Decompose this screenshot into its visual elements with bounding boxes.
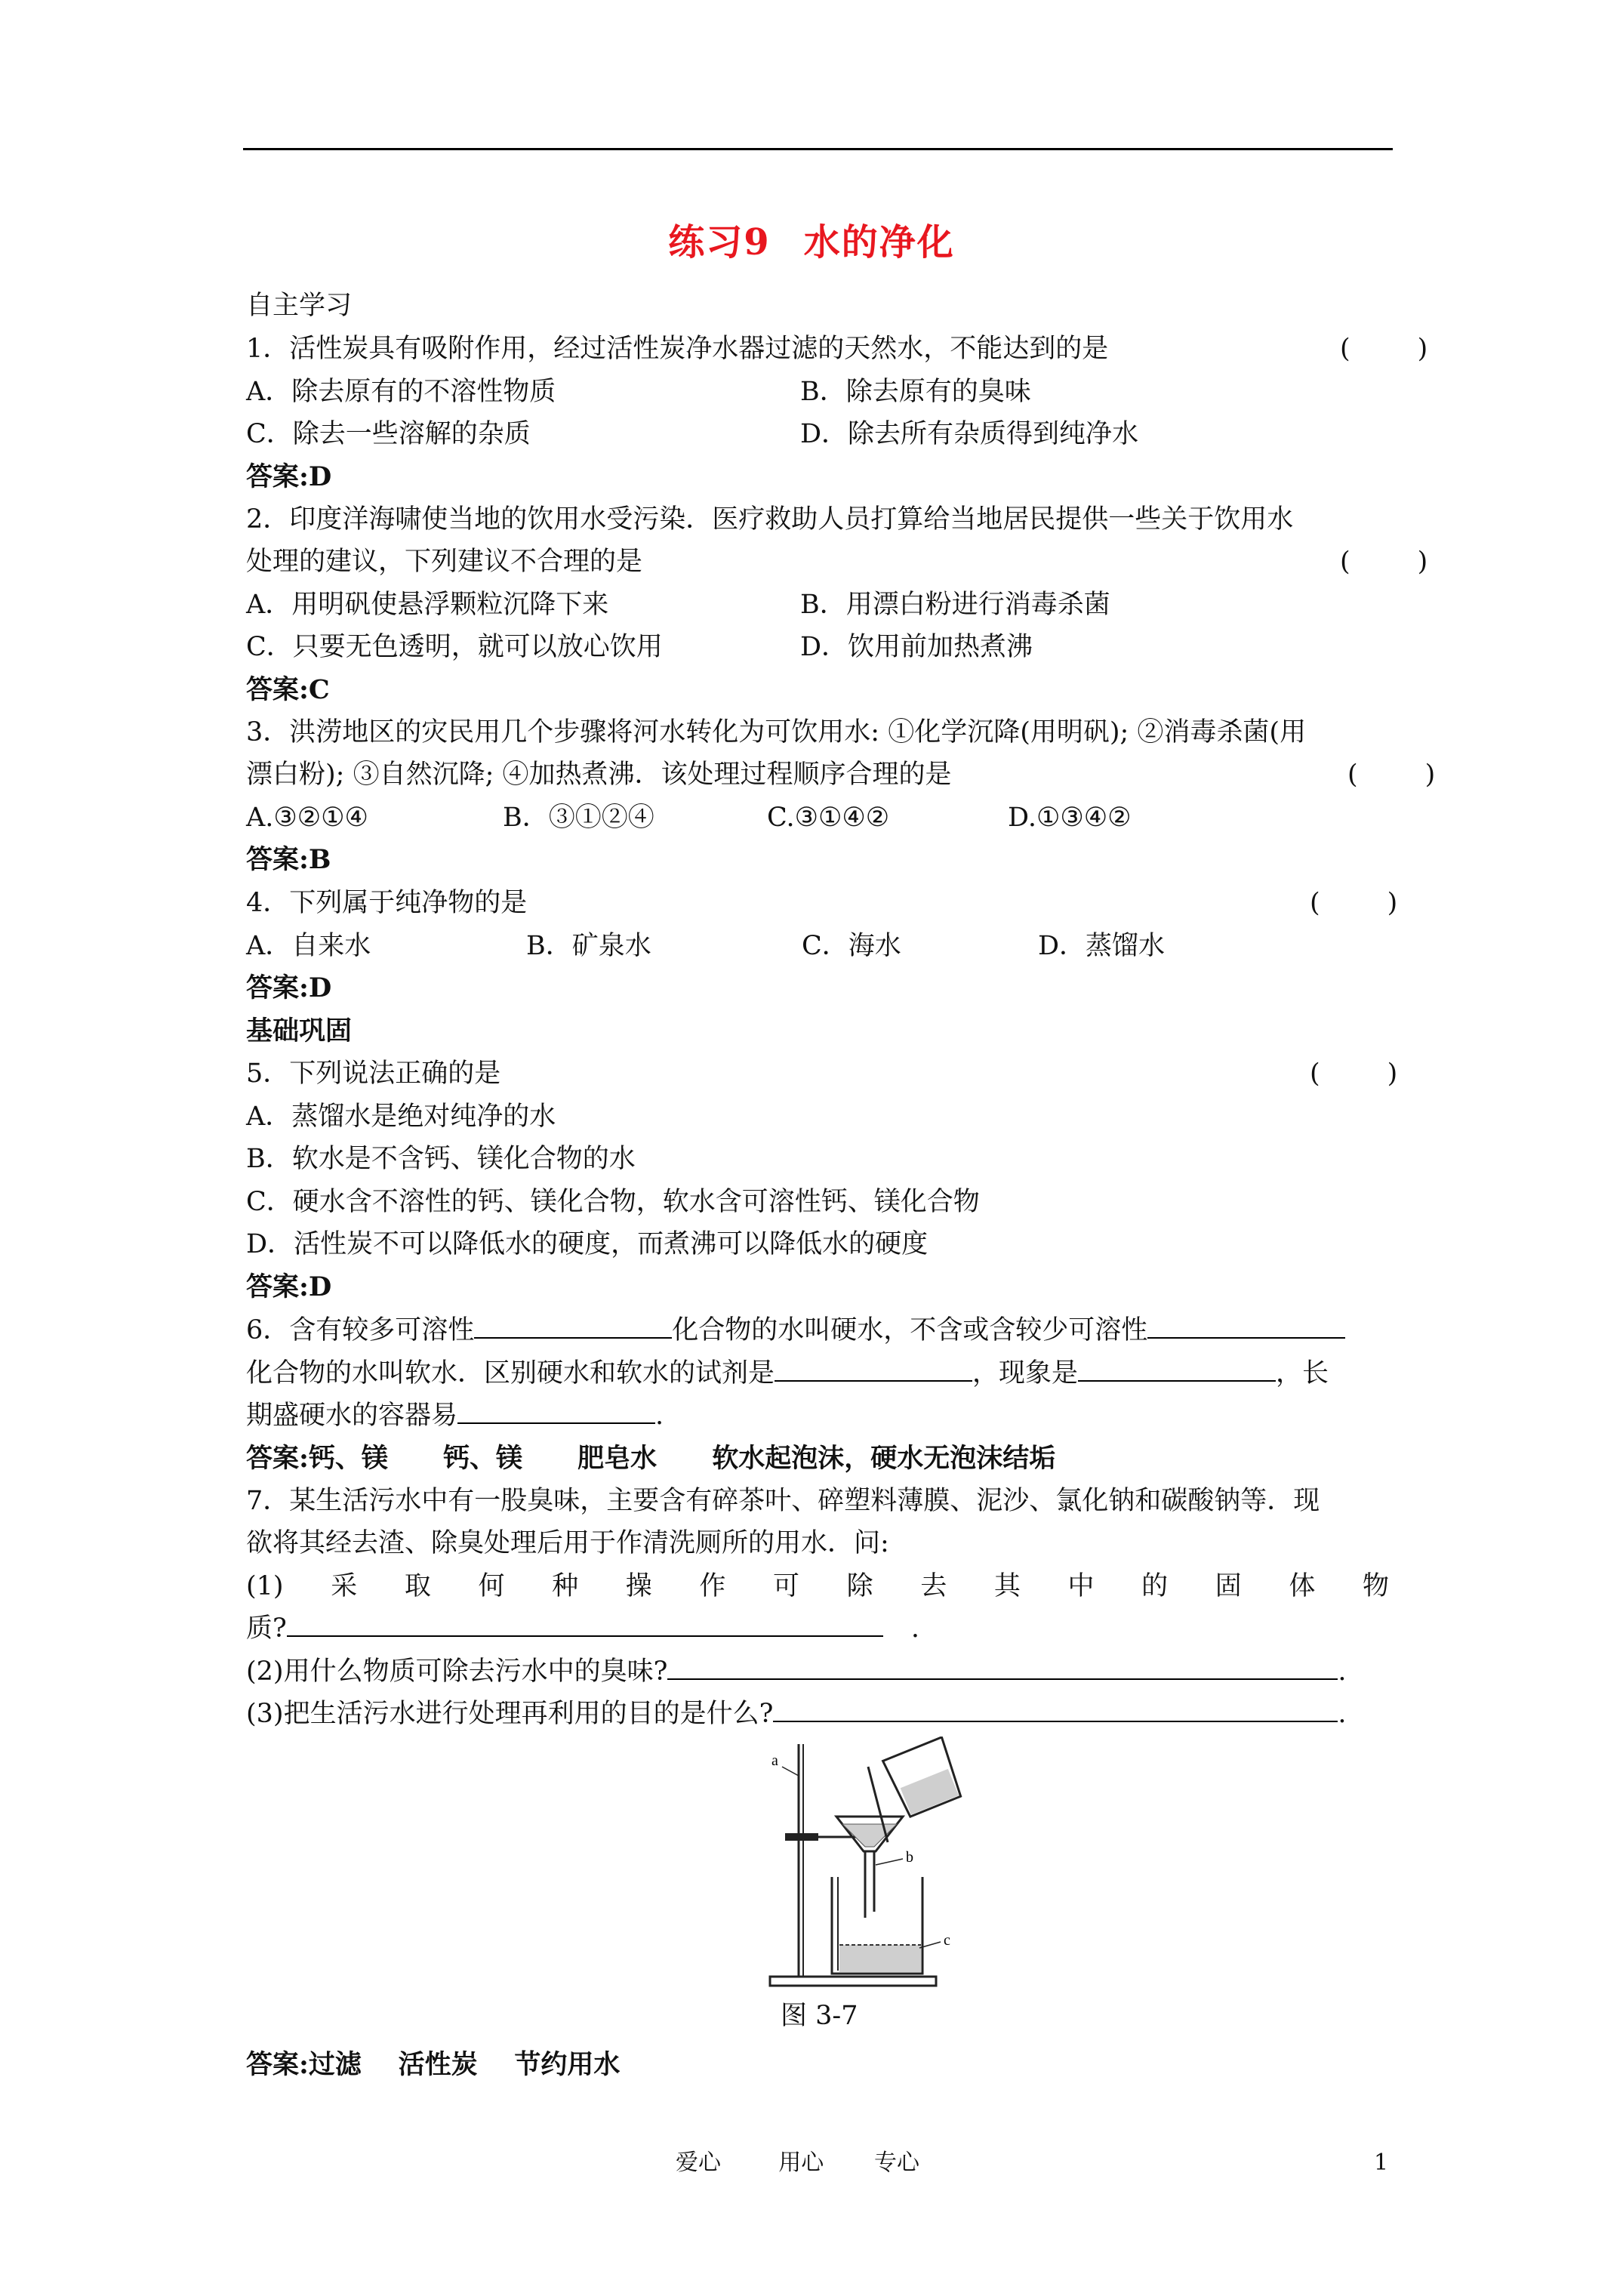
fill-blank[interactable] <box>773 1698 1338 1722</box>
fill-blank[interactable] <box>1078 1358 1276 1382</box>
answer-text: 答案:B <box>246 844 331 875</box>
answer-paren: ( ) <box>1310 888 1398 918</box>
section-heading: 自主学习 <box>246 291 353 321</box>
section-heading: 基础巩固 <box>246 1015 353 1046</box>
option-d: D．饮用前加热煮沸 <box>800 632 1033 662</box>
stand-base <box>770 1977 936 1986</box>
option-b: B．③①②④ <box>503 803 654 833</box>
option-c: C.③①④② <box>767 803 890 833</box>
answer-text: 答案:D <box>246 1271 332 1302</box>
option-b: B．用漂白粉进行消毒杀菌 <box>800 590 1110 620</box>
option-b: B．矿泉水 <box>526 931 651 961</box>
question-7-stem-cont: 欲将其经去渣、除臭处理后用于作清洗厕所的用水．问: <box>246 1528 889 1558</box>
question-7-part-1: (1) 采 取 何 种 操 作 可 除 去 其 中 的 固 体 物 <box>246 1571 1389 1601</box>
answer-paren: ( ) <box>1347 760 1436 790</box>
option-a: A．蒸馏水是绝对纯净的水 <box>246 1102 556 1132</box>
fill-blank[interactable] <box>1147 1314 1345 1339</box>
filtration-apparatus-figure <box>755 1737 1012 1993</box>
question-3-stem-cont: 漂白粉); ③自然沉降; ④加热煮沸．该处理过程顺序合理的是 <box>246 760 952 790</box>
option-c: C．海水 <box>802 931 901 961</box>
option-c: C．只要无色透明，就可以放心饮用 <box>246 632 663 662</box>
question-6-line-3: 期盛硬水的容器易 . <box>246 1401 664 1431</box>
option-d: D．蒸馏水 <box>1038 931 1166 961</box>
pouring-beaker <box>883 1737 965 1818</box>
header-rule <box>243 148 1393 150</box>
option-c: C．除去一些溶解的杂质 <box>246 419 531 449</box>
option-a: A．自来水 <box>246 931 371 961</box>
page-title: 练习9 水的净化 <box>668 221 955 264</box>
option-d: D．活性炭不可以降低水的硬度，而煮沸可以降低水的硬度 <box>246 1229 929 1259</box>
option-a: A.③②①④ <box>246 803 368 833</box>
question-2-stem: 2．印度洋海啸使当地的饮用水受污染．医疗救助人员打算给当地居民提供一些关于饮用水 <box>246 504 1294 535</box>
answer-text: 答案:C <box>246 674 330 705</box>
fill-blank[interactable] <box>287 1613 883 1637</box>
fill-blank[interactable] <box>457 1400 655 1424</box>
question-5-stem: 5．下列说法正确的是 <box>246 1059 501 1089</box>
question-7-stem: 7．某生活污水中有一股臭味，主要含有碎茶叶、碎塑料薄膜、泥沙、氯化钠和碳酸钠等．现 <box>246 1486 1320 1516</box>
option-b: B．软水是不含钙、镁化合物的水 <box>246 1144 636 1174</box>
question-7-part-1-cont: 质? . <box>246 1613 920 1644</box>
option-d: D．除去所有杂质得到纯净水 <box>800 419 1139 449</box>
footer-motto: 爱心 用心 专心 <box>676 2150 920 2176</box>
answer-text: 答案:D <box>246 972 332 1003</box>
question-7-part-2: (2)用什么物质可除去污水中的臭味? . <box>246 1657 1347 1687</box>
option-d: D.①③④② <box>1008 803 1132 833</box>
label-b: b <box>906 1849 913 1866</box>
answer-paren: ( ) <box>1340 334 1428 364</box>
label-a: a <box>771 1752 778 1769</box>
answer-text: 答案:过滤 活性炭 节约用水 <box>246 2049 621 2080</box>
fill-blank[interactable] <box>474 1314 672 1339</box>
answer-paren: ( ) <box>1310 1059 1398 1089</box>
fill-blank[interactable] <box>667 1656 1338 1680</box>
option-a: A．用明矾使悬浮颗粒沉降下来 <box>246 590 609 620</box>
question-4-stem: 4．下列属于纯净物的是 <box>246 888 528 918</box>
filtrate <box>839 1945 921 1972</box>
figure-caption: 图 3-7 <box>781 2001 858 2031</box>
question-7-part-3: (3)把生活污水进行处理再利用的目的是什么? . <box>246 1699 1347 1729</box>
question-3-stem: 3．洪涝地区的灾民用几个步骤将河水转化为可饮用水: ①化学沉降(用明矾); ②消毒杀菌(用 <box>246 717 1307 747</box>
option-b: B．除去原有的臭味 <box>800 377 1031 407</box>
answer-text: 答案:钙、镁 钙、镁 肥皂水 软水起泡沫，硬水无泡沫结垢 <box>246 1443 1056 1474</box>
label-c: c <box>944 1932 950 1949</box>
fill-blank[interactable] <box>775 1358 972 1382</box>
option-c: C．硬水含不溶性的钙、镁化合物，软水含可溶性钙、镁化合物 <box>246 1187 980 1217</box>
stand-clamp <box>785 1833 818 1841</box>
option-a: A．除去原有的不溶性物质 <box>246 377 556 407</box>
answer-paren: ( ) <box>1340 547 1428 577</box>
question-6-line-1: 6．含有较多可溶性 化合物的水叫硬水，不含或含较少可溶性 <box>246 1314 1345 1347</box>
question-2-stem-cont: 处理的建议，下列建议不合理的是 <box>246 547 643 577</box>
question-6-line-2: 化合物的水叫软水．区别硬水和软水的试剂是 ，现象是 ，长 <box>246 1358 1329 1388</box>
question-1-stem: 1．活性炭具有吸附作用，经过活性炭净水器过滤的天然水，不能达到的是 <box>246 334 1109 364</box>
answer-text: 答案:D <box>246 461 332 492</box>
page-number: 1 <box>1374 2150 1389 2176</box>
